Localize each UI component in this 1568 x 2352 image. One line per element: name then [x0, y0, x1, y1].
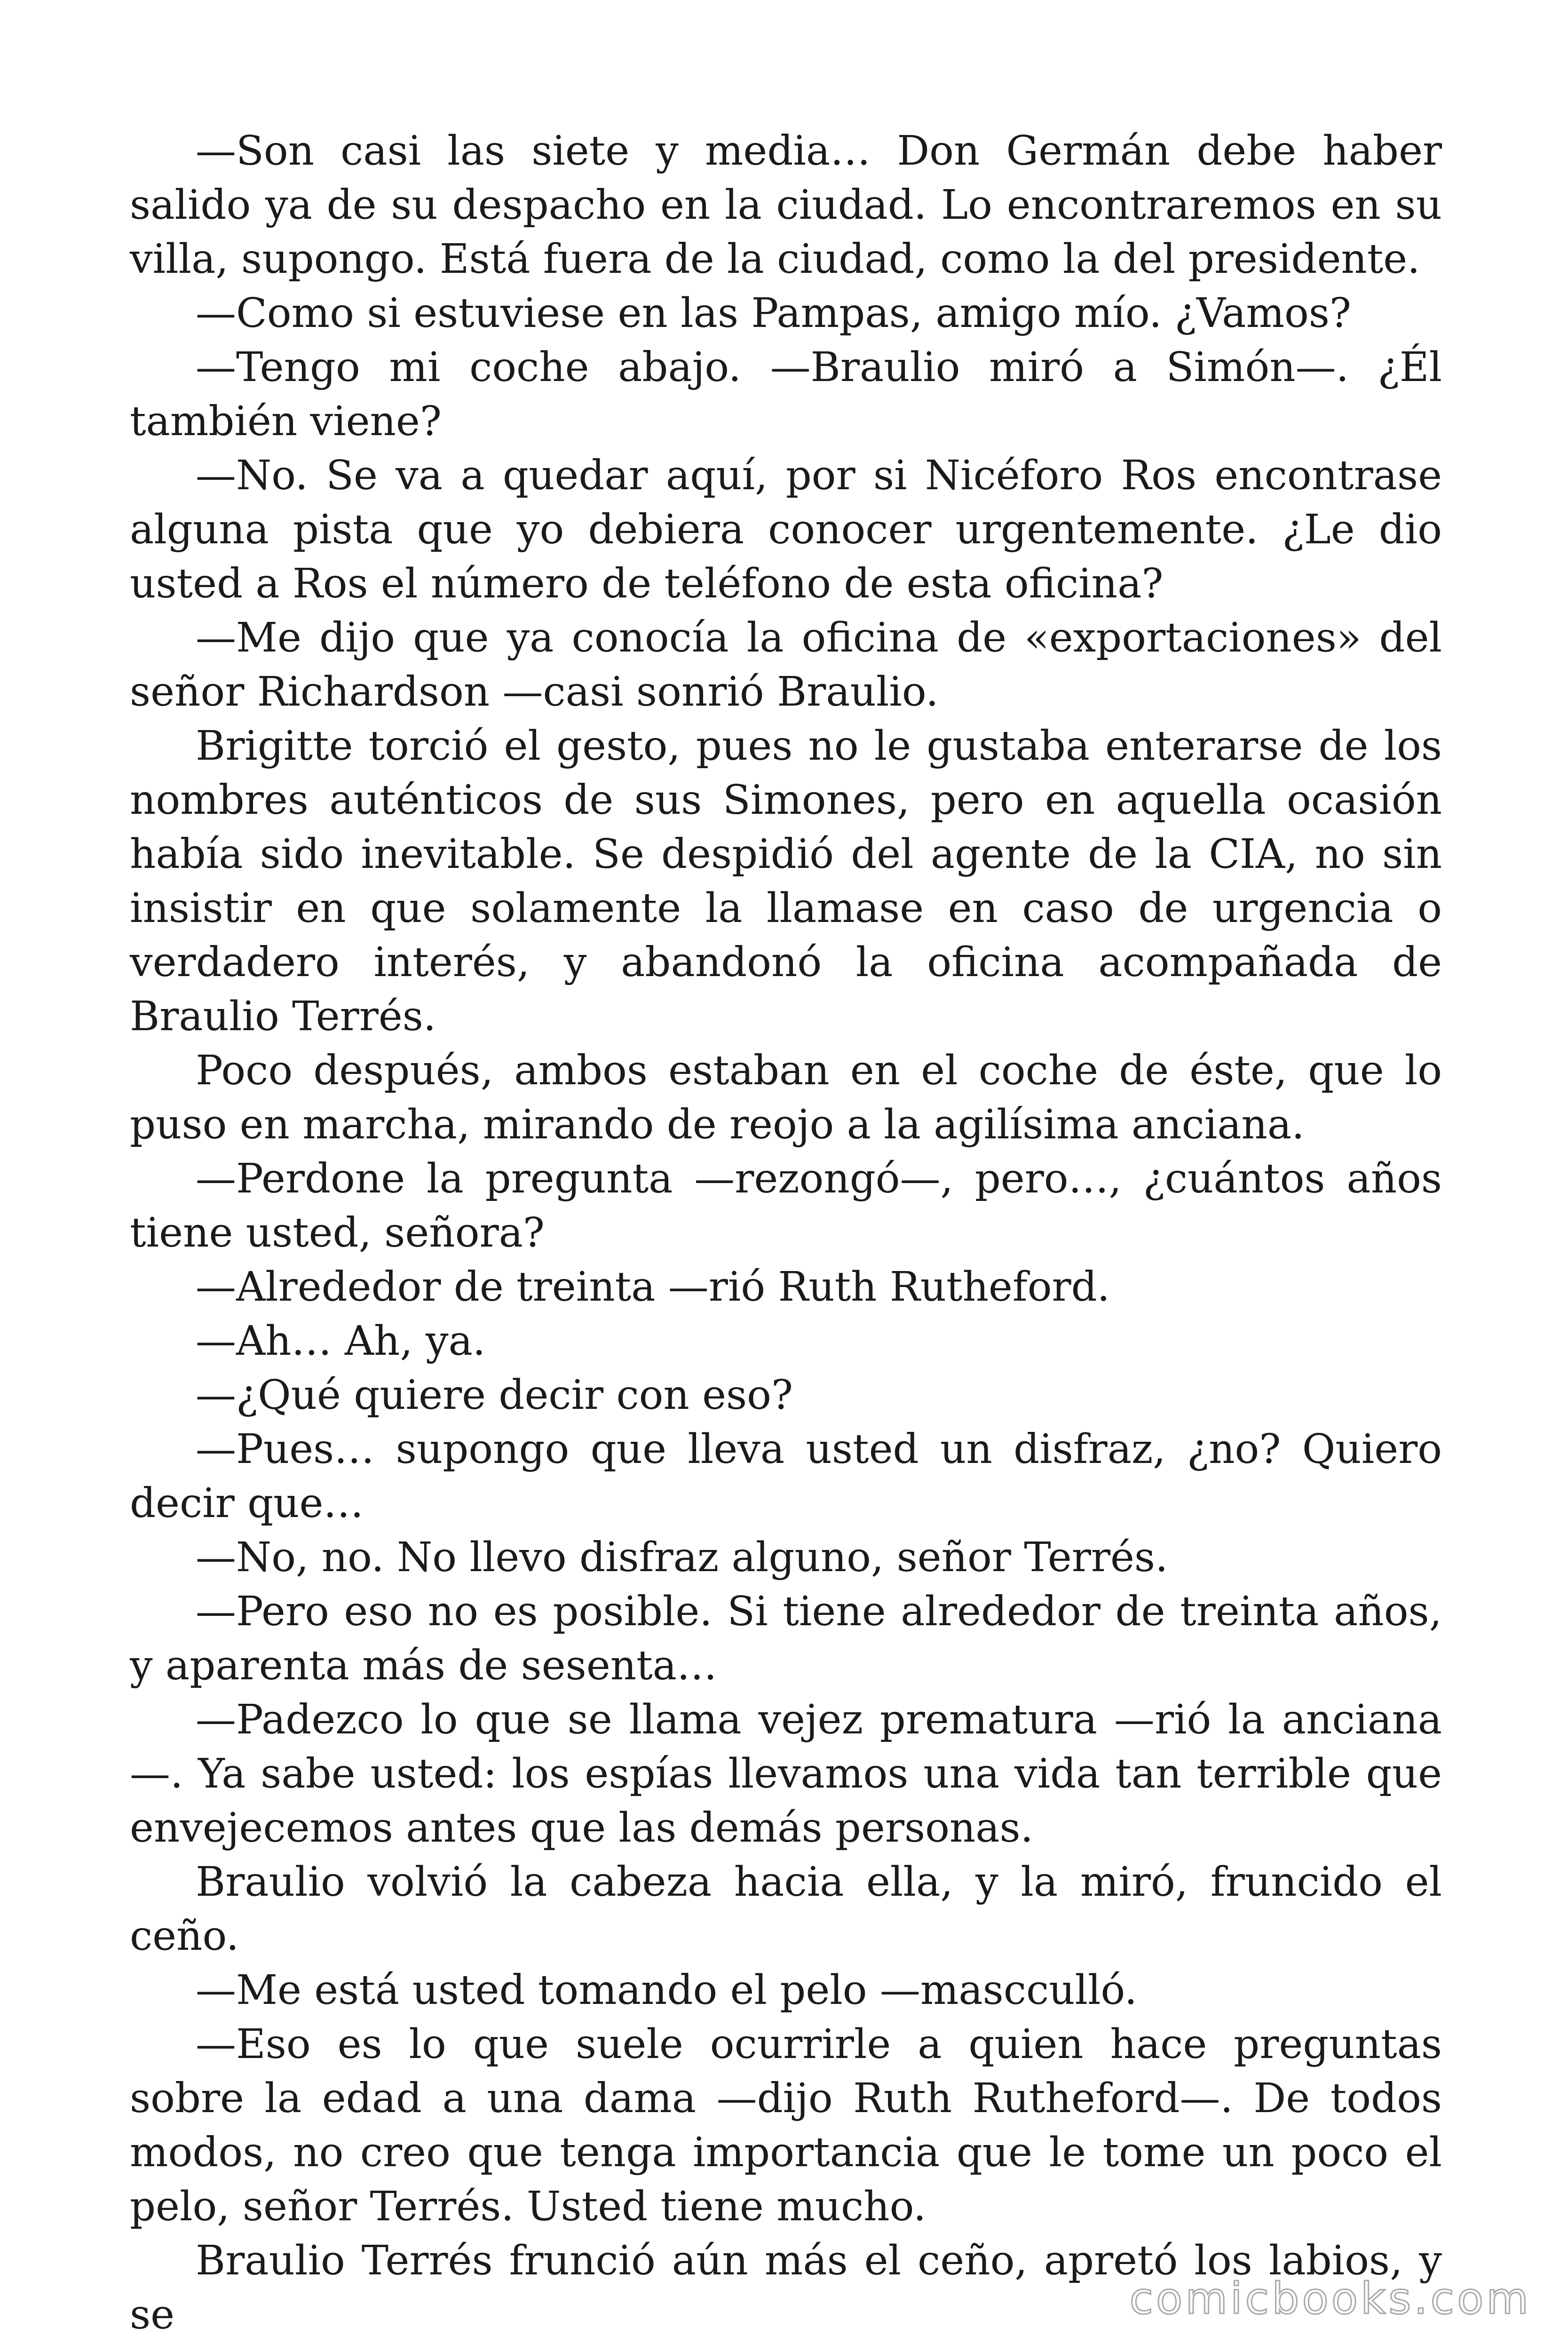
- paragraph: —Tengo mi coche abajo. —Braulio miró a Simón—. ¿Él también viene?: [130, 344, 1442, 445]
- paragraph: —No. Se va a quedar aquí, por si Nicéforo Ros encontrase alguna pista que yo debiera conocer urgentemente. ¿Le dio usted a Ros el número de teléfono de esta oficina?: [130, 452, 1442, 607]
- paragraph: Poco después, ambos estaban en el coche de éste, que lo puso en marcha, mirando de reojo a la agilísima anciana.: [130, 1047, 1442, 1148]
- paragraph: —Me está usted tomando el pelo —mascculló.: [196, 1967, 1138, 2014]
- paragraph: —Como si estuviese en las Pampas, amigo mío. ¿Vamos?: [196, 290, 1352, 337]
- paragraph: Braulio volvió la cabeza hacia ella, y la miró, fruncido el ceño.: [130, 1859, 1442, 1960]
- paragraph: —Pero eso no es posible. Si tiene alrededor de treinta años, y aparenta más de sesenta…: [130, 1588, 1442, 1689]
- paragraph: —Padezco lo que se llama vejez prematura —rió la anciana—. Ya sabe usted: los espías llevamos una vida tan terrible que envejecemos antes que las demás personas.: [130, 1696, 1442, 1851]
- paragraph: —¿Qué quiere decir con eso?: [196, 1372, 793, 1419]
- paragraph: —Pues… supongo que lleva usted un disfraz, ¿no? Quiero decir que…: [130, 1426, 1442, 1527]
- page-body-text: [130, 124, 1442, 2342]
- paragraph: —Alrededor de treinta —rió Ruth Rutheford.: [196, 1263, 1110, 1311]
- paragraph: —Ah… Ah, ya.: [196, 1318, 486, 1365]
- watermark: comicbooks.com: [1129, 2273, 1531, 2324]
- paragraph: —Eso es lo que suele ocurrirle a quien hace preguntas sobre la edad a una dama —dijo Ruth Rutheford—. De todos modos, no creo que tenga importancia que le tome un poco el pelo, señor Terrés. Usted tiene mucho.: [130, 2021, 1442, 2230]
- paragraph: Braulio Terrés frunció aún más el ceño, apretó los labios, y se: [130, 2237, 1442, 2338]
- paragraph: —No, no. No llevo disfraz alguno, señor Terrés.: [196, 1534, 1168, 1581]
- paragraph: —Perdone la pregunta —rezongó—, pero…, ¿cuántos años tiene usted, señora?: [130, 1155, 1442, 1256]
- paragraph: —Son casi las siete y media… Don Germán debe haber salido ya de su despacho en la ciudad. Lo encontraremos en su villa, supongo. Está fuera de la ciudad, como la del presidente.: [130, 127, 1442, 283]
- paragraph: Brigitte torció el gesto, pues no le gustaba enterarse de los nombres auténticos de sus Simones, pero en aquella ocasión había sido inevitable. Se despidió del agente de la CIA, no sin insistir en que solamente la llamase en caso de urgencia o verdadero interés, y abandonó la oficina acompañada de Braulio Terrés.: [130, 723, 1442, 1040]
- paragraph: —Me dijo que ya conocía la oficina de «exportaciones» del señor Richardson —casi sonrió Braulio.: [130, 614, 1442, 715]
